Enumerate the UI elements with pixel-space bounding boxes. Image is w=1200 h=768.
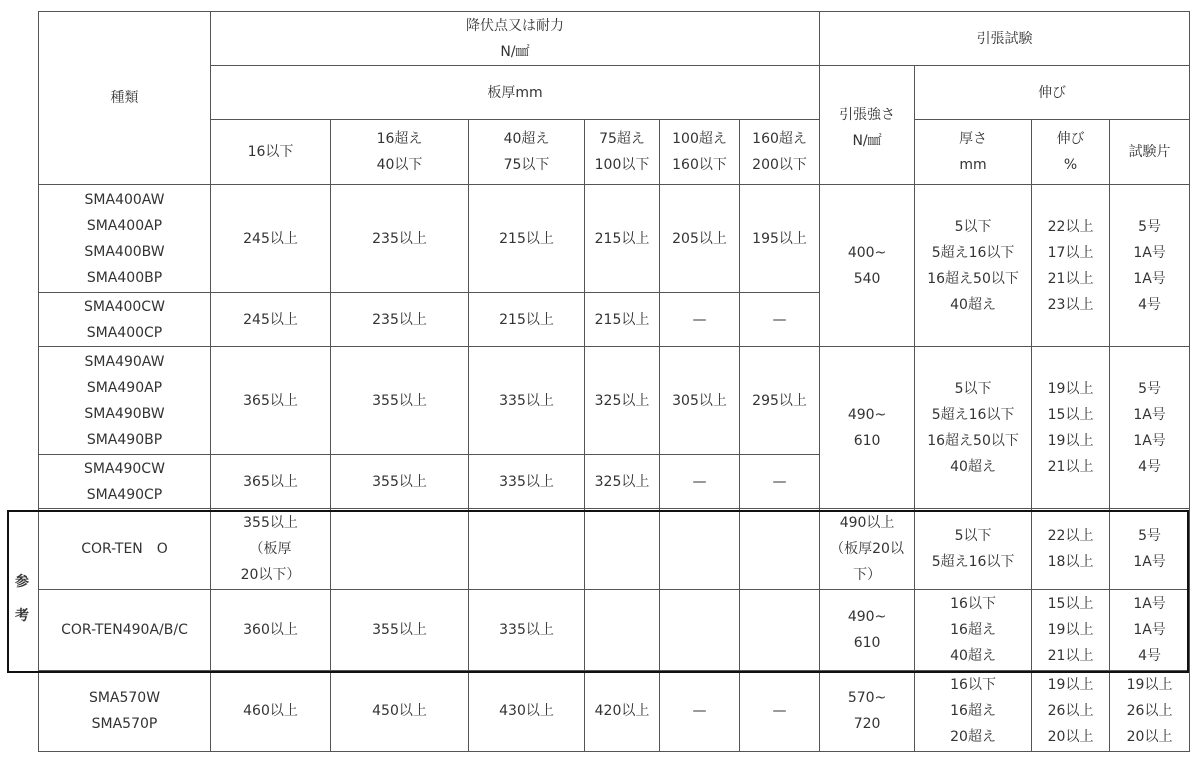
cell-line: 22以上 bbox=[1047, 218, 1094, 235]
elongation-cell bbox=[1032, 590, 1110, 671]
cell-line: SMA400BW bbox=[84, 243, 165, 260]
cell-line: 17以上 bbox=[1047, 244, 1094, 261]
col-elong-header bbox=[1032, 120, 1110, 185]
specimen-cell bbox=[1110, 590, 1190, 671]
header-strength-unit: N/㎟ bbox=[852, 133, 882, 149]
yield-cell bbox=[211, 590, 331, 671]
cell-line: 40以下 bbox=[376, 157, 423, 173]
cell-line: 21以上 bbox=[1047, 270, 1094, 287]
cell-line: 160超え bbox=[752, 131, 807, 147]
grade-name-cell bbox=[39, 590, 211, 671]
cell-line: 610 bbox=[853, 635, 881, 651]
cell-line: 15以上 bbox=[1047, 406, 1094, 423]
tensile-strength-cell bbox=[820, 347, 915, 509]
table-row bbox=[39, 671, 1190, 752]
elongation-cell bbox=[1032, 671, 1110, 752]
elongation-cell bbox=[1032, 509, 1110, 590]
cell-line: 215以上 bbox=[499, 311, 554, 328]
cell-line: SMA570W bbox=[88, 690, 161, 706]
yield-cell bbox=[469, 347, 585, 455]
cell-line: 305以上 bbox=[672, 392, 727, 409]
cell-line: SMA490CW bbox=[84, 460, 165, 477]
cell-line: 20以上 bbox=[1047, 729, 1094, 745]
cell-line: 4号 bbox=[1138, 296, 1162, 313]
tensile-strength-cell bbox=[820, 185, 915, 347]
yield-cell bbox=[585, 185, 660, 293]
yield-cell bbox=[469, 671, 585, 752]
yield-cell bbox=[331, 671, 469, 752]
yield-cell bbox=[331, 509, 469, 590]
thickness-range-cell bbox=[915, 509, 1032, 590]
elongation-cell bbox=[1032, 185, 1110, 347]
cell-line: 26以上 bbox=[1126, 703, 1173, 719]
cell-line: 355以上 bbox=[243, 515, 298, 531]
thickness-range-cell bbox=[915, 590, 1032, 671]
grade-name-cell bbox=[39, 293, 211, 347]
reference-char-2: 考 bbox=[15, 608, 29, 624]
cell-line: 215以上 bbox=[594, 230, 650, 247]
cell-line: SMA490AP bbox=[86, 379, 163, 396]
cell-line: 1A号 bbox=[1133, 244, 1166, 261]
yield-cell bbox=[211, 455, 331, 509]
yield-cell bbox=[740, 293, 820, 347]
cell-line: 19以上 bbox=[1047, 677, 1094, 693]
cell-line: 75以下 bbox=[503, 157, 550, 173]
cell-line: 355以上 bbox=[372, 473, 427, 490]
cell-line: 19以上 bbox=[1047, 380, 1094, 397]
cell-line: 160以下 bbox=[672, 157, 727, 173]
col-thickness-header bbox=[915, 120, 1032, 185]
cell-line: SMA490CP bbox=[86, 486, 163, 503]
cell-line: — bbox=[692, 311, 707, 328]
cell-line: 1A号 bbox=[1133, 406, 1166, 423]
grade-name-cell bbox=[39, 509, 211, 590]
cell-line: 40超え bbox=[950, 458, 996, 475]
cell-line: SMA570P bbox=[91, 716, 158, 732]
table-row bbox=[39, 347, 1190, 455]
yield-cell bbox=[211, 509, 331, 590]
cell-line: 195以上 bbox=[752, 230, 807, 247]
cell-line: 570~ bbox=[847, 690, 887, 706]
cell-line: 5号 bbox=[1138, 528, 1162, 544]
cell-line: 16以下 bbox=[950, 677, 996, 693]
cell-line: 200以下 bbox=[752, 157, 807, 173]
yield-cell bbox=[211, 347, 331, 455]
yield-cell bbox=[585, 455, 660, 509]
cell-line: 205以上 bbox=[672, 230, 727, 247]
yield-cell bbox=[740, 455, 820, 509]
cell-line: 下） bbox=[853, 567, 882, 583]
cell-line: 335以上 bbox=[499, 622, 554, 638]
cell-line: 450以上 bbox=[372, 703, 427, 719]
yield-cell bbox=[740, 671, 820, 752]
cell-line: 23以上 bbox=[1047, 296, 1094, 313]
yield-cell bbox=[660, 185, 740, 293]
cell-line: （板厚20以 bbox=[830, 541, 904, 557]
yield-cell bbox=[469, 293, 585, 347]
cell-line: SMA400AW bbox=[84, 191, 165, 208]
range-header-4 bbox=[660, 120, 740, 185]
cell-line: 20以上 bbox=[1126, 729, 1173, 745]
cell-line: — bbox=[692, 473, 707, 490]
cell-line: 5号 bbox=[1138, 380, 1162, 397]
cell-line: 235以上 bbox=[372, 311, 427, 328]
yield-cell bbox=[211, 185, 331, 293]
tensile-strength-cell bbox=[820, 590, 915, 671]
cell-line: 355以上 bbox=[372, 392, 427, 409]
cell-line: 16超え bbox=[950, 703, 996, 719]
range-header-3 bbox=[585, 120, 660, 185]
range-header-1 bbox=[331, 120, 469, 185]
cell-line: 5以下 bbox=[954, 528, 992, 544]
yield-cell bbox=[660, 509, 740, 590]
grade-name-cell bbox=[39, 455, 211, 509]
specimen-cell bbox=[1110, 185, 1190, 347]
range-header-2 bbox=[469, 120, 585, 185]
cell-line: 1A号 bbox=[1133, 270, 1166, 287]
yield-cell bbox=[331, 293, 469, 347]
yield-cell bbox=[585, 509, 660, 590]
col-elong-label: 伸び bbox=[1056, 131, 1085, 147]
cell-line: 400~ bbox=[847, 244, 887, 261]
cell-line: COR-TEN490A/B/C bbox=[61, 622, 188, 638]
cell-line: SMA400CP bbox=[86, 324, 163, 341]
yield-cell bbox=[660, 347, 740, 455]
cell-line: 4号 bbox=[1138, 648, 1162, 664]
cell-line: 16超え bbox=[950, 622, 996, 638]
yield-cell bbox=[331, 455, 469, 509]
yield-cell bbox=[469, 455, 585, 509]
yield-cell bbox=[331, 347, 469, 455]
cell-line: 16超え50以下 bbox=[927, 432, 1019, 449]
cell-line: 610 bbox=[853, 432, 881, 449]
cell-line: 5以下 bbox=[954, 380, 992, 397]
col-elong-unit: % bbox=[1063, 157, 1078, 173]
col-specimen-header: 試験片 bbox=[1110, 120, 1190, 185]
cell-line: 245以上 bbox=[243, 230, 298, 247]
header-yield bbox=[211, 12, 820, 66]
yield-cell bbox=[660, 293, 740, 347]
header-tensile: 引張試験 bbox=[820, 12, 1190, 66]
cell-line: SMA400AP bbox=[86, 217, 163, 234]
cell-line: 325以上 bbox=[594, 392, 650, 409]
cell-line: 335以上 bbox=[499, 473, 554, 490]
yield-cell bbox=[469, 590, 585, 671]
col-thickness-label: 厚さ bbox=[959, 131, 988, 147]
range-header-5 bbox=[740, 120, 820, 185]
cell-line: 490以上 bbox=[839, 515, 895, 531]
cell-line: SMA400CW bbox=[84, 298, 165, 315]
cell-line: 5超え16以下 bbox=[931, 554, 1015, 570]
cell-line: 490~ bbox=[847, 609, 887, 625]
cell-line: 16以下 bbox=[247, 144, 294, 160]
cell-line: 40超え bbox=[950, 296, 996, 313]
specimen-cell bbox=[1110, 671, 1190, 752]
cell-line: SMA400BP bbox=[86, 269, 163, 286]
header-strength-title: 引張強さ bbox=[839, 107, 896, 123]
yield-cell bbox=[585, 671, 660, 752]
cell-line: 430以上 bbox=[499, 703, 554, 719]
yield-cell bbox=[740, 509, 820, 590]
table-row bbox=[39, 185, 1190, 293]
cell-line: 1A号 bbox=[1133, 432, 1166, 449]
cell-line: 22以上 bbox=[1047, 528, 1094, 544]
cell-line: 235以上 bbox=[372, 230, 427, 247]
table-row bbox=[39, 590, 1190, 671]
cell-line: 335以上 bbox=[499, 392, 554, 409]
specimen-cell bbox=[1110, 509, 1190, 590]
cell-line: 365以上 bbox=[243, 473, 298, 490]
reference-label bbox=[9, 565, 35, 633]
yield-cell bbox=[660, 671, 740, 752]
cell-line: 16超え bbox=[376, 131, 423, 147]
col-thickness-unit: mm bbox=[959, 157, 987, 173]
range-header-0 bbox=[211, 120, 331, 185]
cell-line: — bbox=[772, 703, 787, 719]
yield-cell bbox=[585, 347, 660, 455]
cell-line: 20以下） bbox=[240, 567, 301, 583]
grade-name-cell bbox=[39, 347, 211, 455]
cell-line: （板厚 bbox=[249, 541, 292, 557]
cell-line: 325以上 bbox=[594, 473, 650, 490]
cell-line: 19以上 bbox=[1047, 622, 1094, 638]
cell-line: — bbox=[692, 703, 707, 719]
cell-line: 18以上 bbox=[1047, 554, 1094, 570]
header-yield-unit: N/㎟ bbox=[500, 43, 530, 60]
cell-line: — bbox=[772, 311, 787, 328]
cell-line: 365以上 bbox=[243, 392, 298, 409]
header-type: 種類 bbox=[39, 12, 211, 185]
cell-line: 21以上 bbox=[1047, 648, 1094, 664]
cell-line: 490~ bbox=[847, 406, 887, 423]
specimen-cell bbox=[1110, 347, 1190, 509]
cell-line: 16超え50以下 bbox=[927, 270, 1019, 287]
yield-cell bbox=[331, 185, 469, 293]
header-yield-title: 降伏点又は耐力 bbox=[466, 17, 565, 34]
thickness-range-cell bbox=[915, 347, 1032, 509]
cell-line: 21以上 bbox=[1047, 458, 1094, 475]
cell-line: SMA490BP bbox=[86, 431, 163, 448]
yield-cell bbox=[331, 590, 469, 671]
reference-char-1: 参 bbox=[15, 574, 29, 590]
cell-line: 5号 bbox=[1138, 218, 1162, 235]
yield-cell bbox=[740, 590, 820, 671]
cell-line: 420以上 bbox=[594, 703, 650, 719]
cell-line: 540 bbox=[853, 270, 881, 287]
header-strength bbox=[820, 66, 915, 185]
yield-cell bbox=[469, 509, 585, 590]
cell-line: 5以下 bbox=[954, 218, 992, 235]
cell-line: 100以下 bbox=[594, 157, 650, 173]
cell-line: 15以上 bbox=[1047, 596, 1094, 612]
header-elongation: 伸び bbox=[915, 66, 1190, 120]
cell-line: COR-TEN O bbox=[81, 541, 168, 557]
cell-line: 460以上 bbox=[243, 703, 298, 719]
yield-cell bbox=[660, 455, 740, 509]
yield-cell bbox=[211, 671, 331, 752]
cell-line: 295以上 bbox=[752, 392, 807, 409]
cell-line: 215以上 bbox=[594, 311, 650, 328]
thickness-range-cell bbox=[915, 185, 1032, 347]
range-header-row bbox=[39, 120, 1190, 185]
header-thickness: 板厚mm bbox=[211, 66, 820, 120]
yield-cell bbox=[469, 185, 585, 293]
cell-line: 26以上 bbox=[1047, 703, 1094, 719]
cell-line: 19以上 bbox=[1047, 432, 1094, 449]
elongation-cell bbox=[1032, 347, 1110, 509]
cell-line: 40超え bbox=[503, 131, 550, 147]
cell-line: 19以上 bbox=[1126, 677, 1173, 693]
cell-line: SMA490BW bbox=[84, 405, 165, 422]
thickness-range-cell bbox=[915, 671, 1032, 752]
grade-name-cell bbox=[39, 671, 211, 752]
cell-line: 5超え16以下 bbox=[931, 244, 1015, 261]
yield-cell bbox=[740, 347, 820, 455]
cell-line: 215以上 bbox=[499, 230, 554, 247]
cell-line: 4号 bbox=[1138, 458, 1162, 475]
cell-line: 5超え16以下 bbox=[931, 406, 1015, 423]
yield-cell bbox=[585, 293, 660, 347]
table-row bbox=[39, 509, 1190, 590]
cell-line: 100超え bbox=[672, 131, 727, 147]
yield-cell bbox=[211, 293, 331, 347]
cell-line: 1A号 bbox=[1133, 554, 1166, 570]
cell-line: 360以上 bbox=[243, 622, 298, 638]
cell-line: 16以下 bbox=[950, 596, 996, 612]
cell-line: 1A号 bbox=[1133, 622, 1166, 638]
cell-line: 245以上 bbox=[243, 311, 298, 328]
tensile-strength-cell bbox=[820, 671, 915, 752]
cell-line: 20超え bbox=[950, 729, 996, 745]
cell-line: — bbox=[772, 473, 787, 490]
grade-name-cell bbox=[39, 185, 211, 293]
cell-line: SMA490AW bbox=[84, 353, 165, 370]
cell-line: 1A号 bbox=[1133, 596, 1166, 612]
yield-cell bbox=[585, 590, 660, 671]
spec-table bbox=[38, 11, 1190, 752]
cell-line: 355以上 bbox=[372, 622, 427, 638]
yield-cell bbox=[660, 590, 740, 671]
cell-line: 40超え bbox=[950, 648, 996, 664]
yield-cell bbox=[740, 185, 820, 293]
cell-line: 75超え bbox=[599, 131, 645, 147]
tensile-strength-cell bbox=[820, 509, 915, 590]
cell-line: 720 bbox=[853, 716, 881, 732]
